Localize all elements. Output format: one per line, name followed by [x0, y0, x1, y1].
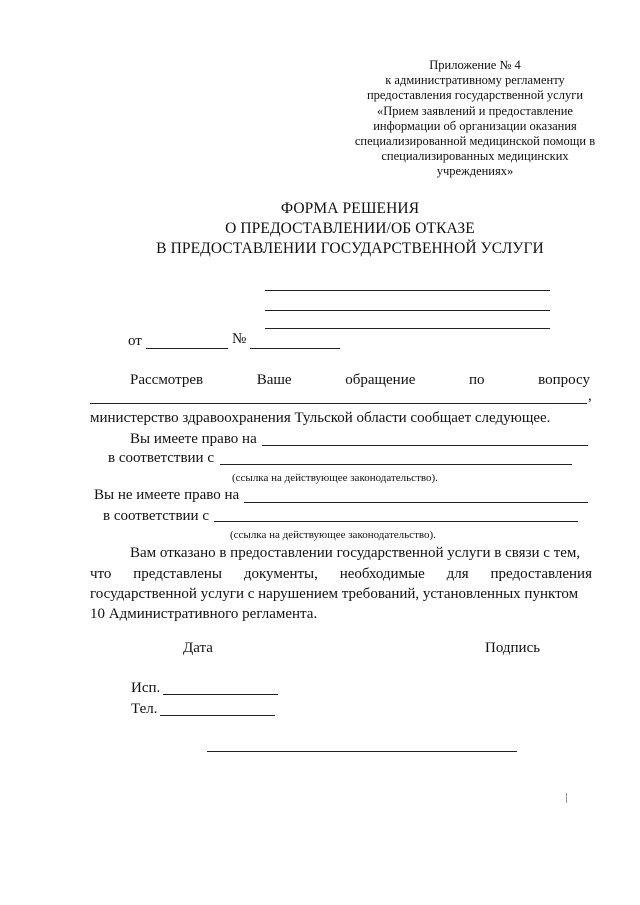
- phone-field[interactable]: [160, 715, 275, 716]
- request-subject-field[interactable]: [90, 403, 587, 404]
- intro-word: по: [469, 372, 485, 388]
- number-label: №: [232, 331, 247, 347]
- intro-word: Рассмотрев: [130, 372, 204, 388]
- phone-label: Тел.: [131, 701, 158, 717]
- comma: ,: [588, 388, 592, 404]
- form-title-line-2: О ПРЕДОСТАВЛЕНИИ/ОБ ОТКАЗЕ: [225, 220, 475, 237]
- refusal-word: документы,: [243, 566, 318, 582]
- form-title-line-3: В ПРЕДОСТАВЛЕНИИ ГОСУДАРСТВЕННОЙ УСЛУГИ: [156, 240, 544, 257]
- bottom-separator: [207, 751, 517, 752]
- from-date-field[interactable]: [146, 348, 228, 349]
- refusal-word: что: [90, 566, 112, 582]
- no-right-label: Вы не имеете право на: [94, 487, 240, 503]
- annex-header: [330, 58, 620, 180]
- executor-label: Исп.: [131, 680, 161, 696]
- refusal-line-2: [90, 566, 592, 583]
- refusal-line-1: Вам отказано в предоставлении государственной услуги в связи с тем,: [130, 545, 581, 561]
- accordance-field-2[interactable]: [214, 521, 578, 522]
- annex-line: учреждениях»: [436, 164, 514, 179]
- refusal-word: необходимые: [339, 566, 425, 582]
- refusal-word: представлены: [133, 566, 223, 582]
- signature-label: Подпись: [485, 640, 541, 656]
- from-label: от: [128, 333, 142, 349]
- law-note-2: (ссылка на действующее законодательство).: [230, 529, 436, 541]
- annex-line: специализированной медицинской помощи в: [354, 134, 596, 149]
- form-title-line-1: ФОРМА РЕШЕНИЯ: [280, 200, 420, 217]
- intro-row: [130, 372, 590, 389]
- executor-field[interactable]: [163, 694, 278, 695]
- annex-line: информации об организации оказания: [373, 118, 577, 133]
- annex-line: Приложение № 4: [429, 58, 521, 72]
- number-field[interactable]: [250, 348, 340, 349]
- law-note: (ссылка на действующее законодательство).: [232, 472, 438, 484]
- refusal-word: предоставления: [490, 566, 592, 582]
- annex-line: к административному регламенту: [385, 73, 565, 88]
- accordance-label-2: в соответствии с: [103, 508, 209, 524]
- intro-word: вопросу: [538, 372, 590, 388]
- ministry-text: министерство здравоохранения Тульской области сообщает следующее.: [90, 410, 551, 426]
- annex-line: «Прием заявлений и предоставление: [377, 103, 573, 118]
- intro-word: Ваше: [256, 372, 292, 388]
- accordance-label: в соответствии с: [108, 450, 214, 466]
- refusal-line-4: 10 Административного регламента.: [90, 606, 318, 622]
- addressee-line-1[interactable]: [265, 290, 550, 291]
- no-right-field[interactable]: [244, 502, 588, 503]
- annex-line: специализированных медицинских: [381, 149, 569, 164]
- intro-word: обращение: [345, 372, 416, 388]
- date-label: Дата: [183, 640, 213, 656]
- scan-mark: [566, 793, 567, 803]
- right-label: Вы имеете право на: [130, 431, 257, 447]
- accordance-field[interactable]: [220, 464, 572, 465]
- right-field[interactable]: [262, 445, 588, 446]
- refusal-line-3: государственной услуги с нарушением требований, установленных пунктом: [90, 586, 579, 602]
- addressee-line-2[interactable]: [265, 310, 550, 311]
- refusal-word: для: [446, 566, 469, 582]
- annex-line: предоставления государственной услуги: [366, 88, 584, 103]
- addressee-line-3[interactable]: [265, 328, 550, 329]
